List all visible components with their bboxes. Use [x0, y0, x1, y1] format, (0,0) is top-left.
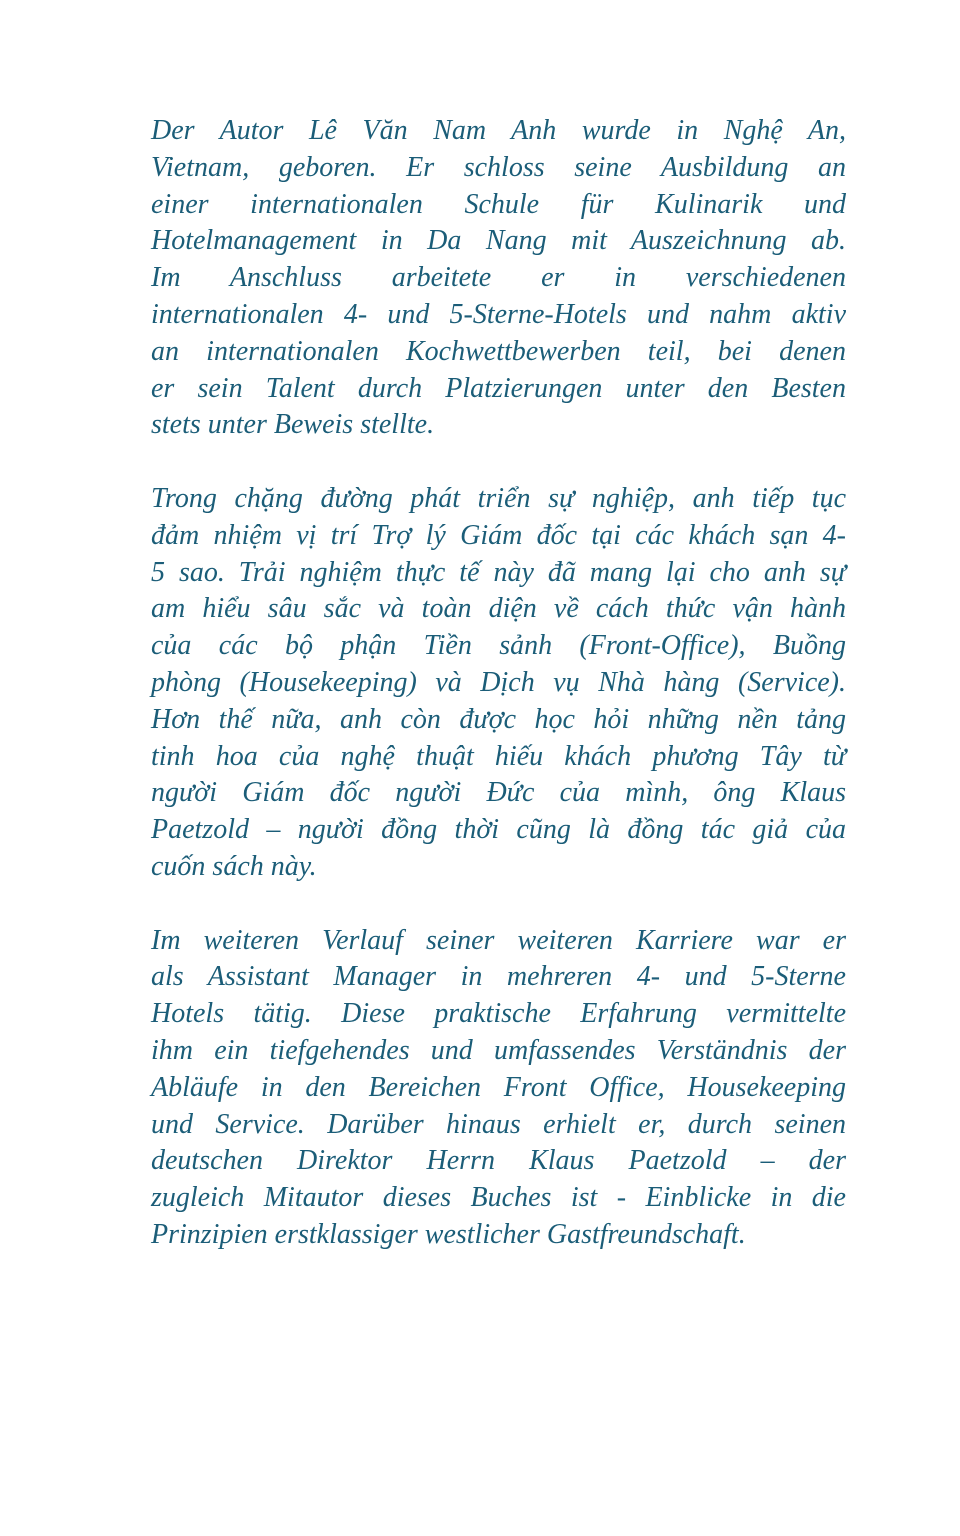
- text-line: Trong chặng đường phát triển sự nghiệp, anh tiếp tục: [151, 482, 846, 514]
- text-line: cuốn sách này.: [151, 850, 317, 882]
- text-line: phòng (Housekeeping) và Dịch vụ Nhà hàng (Service).: [151, 666, 846, 698]
- text-line: einer internationalen Schule für Kulinarik und: [151, 188, 846, 220]
- text-line: ihm ein tiefgehendes und umfassendes Verständnis der: [151, 1034, 846, 1066]
- text-line: internationalen 4- und 5-Sterne-Hotels und nahm aktiv: [151, 298, 846, 330]
- text-line: Im weiteren Verlauf seiner weiteren Karriere war er: [151, 924, 846, 956]
- text-line: Hơn thế nữa, anh còn được học hỏi những nền tảng: [151, 703, 846, 735]
- text-line: của các bộ phận Tiền sảnh (Front-Office), Buồng: [151, 630, 846, 662]
- text-line: am hiểu sâu sắc và toàn diện về cách thức vận hành: [151, 593, 846, 625]
- text-line: und Service. Darüber hinaus erhielt er, durch seinen: [151, 1108, 846, 1140]
- text-line: 5 sao. Trải nghiệm thực tế này đã mang lại cho anh sự: [151, 556, 846, 588]
- text-line: Hotels tätig. Diese praktische Erfahrung vermittelte: [151, 998, 846, 1030]
- text-line: als Assistant Manager in mehreren 4- und 5-Sterne: [151, 961, 846, 993]
- paragraph-spacer: [151, 886, 846, 923]
- text-line: Im Anschluss arbeitete er in verschiedenen: [151, 262, 846, 294]
- text-line: stets unter Beweis stellte.: [151, 409, 435, 441]
- text-line: zugleich Mitautor dieses Buches ist - Einblicke in die: [151, 1182, 846, 1214]
- text-line: Vietnam, geboren. Er schloss seine Ausbildung an: [151, 151, 846, 183]
- text-line: Der Autor Lê Văn Nam Anh wurde in Nghệ An,: [151, 115, 846, 146]
- text-line: Hotelmanagement in Da Nang mit Auszeichnung ab.: [151, 225, 846, 257]
- text-line: deutschen Direktor Herrn Klaus Paetzold – der: [151, 1145, 846, 1177]
- text-line: an internationalen Kochwettbewerben teil, bei denen: [151, 335, 846, 367]
- text-line: người Giám đốc người Đức của mình, ông Klaus: [151, 777, 846, 809]
- paragraph-author-bio-german: [151, 113, 846, 444]
- paragraph-career-german: [151, 923, 846, 1254]
- text-line: Paetzold – người đồng thời cũng là đồng tác giả của: [151, 814, 846, 846]
- document-page: [151, 113, 846, 1254]
- text-line: đảm nhiệm vị trí Trợ lý Giám đốc tại các khách sạn 4-: [151, 519, 846, 551]
- text-line: Abläufe in den Bereichen Front Office, Housekeeping: [151, 1071, 846, 1103]
- text-line: Prinzipien erstklassiger westlicher Gastfreundschaft.: [151, 1218, 746, 1250]
- paragraph-spacer: [151, 444, 846, 481]
- text-line: tinh hoa của nghệ thuật hiếu khách phương Tây từ: [151, 740, 846, 772]
- text-line: er sein Talent durch Platzierungen unter den Besten: [151, 372, 846, 404]
- paragraph-career-vietnamese: [151, 481, 846, 886]
